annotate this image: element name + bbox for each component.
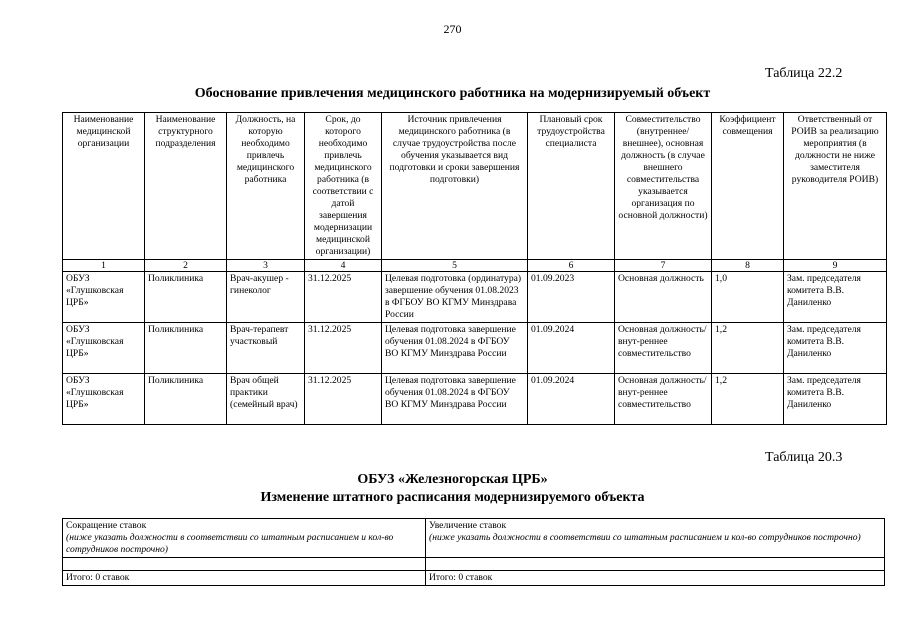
reduction-header-cell <box>63 519 426 558</box>
table-cell: Поликлиника <box>145 374 227 425</box>
table-cell: Зам. председателя комитета В.В. Даниленко <box>784 374 887 425</box>
header-row <box>63 113 887 260</box>
table-cell: Поликлиника <box>145 272 227 323</box>
header-cell: Наименование медицинской организации <box>63 113 145 260</box>
table-cell: 1,0 <box>712 272 784 323</box>
table-cell: 01.09.2023 <box>528 272 615 323</box>
column-number: 8 <box>712 260 784 272</box>
reduction-note: (ниже указать должности в соответствии со штатным расписанием и кол-во сотрудников построчно) <box>66 532 394 555</box>
table-22-2-label: Таблица 22.2 <box>765 66 843 81</box>
table-cell: 31.12.2025 <box>305 374 382 425</box>
column-number: 7 <box>615 260 712 272</box>
table-cell: ОБУЗ «Глушковская ЦРБ» <box>63 272 145 323</box>
table-row <box>63 571 885 586</box>
staff-justification-table <box>62 112 887 425</box>
column-number: 2 <box>145 260 227 272</box>
table-cell: 01.09.2024 <box>528 374 615 425</box>
column-number: 3 <box>227 260 305 272</box>
header-cell: Источник привлечения медицинского работника (в случае трудоустройства после обучения указывается вид подготовки и сроки завершения подготовки) <box>382 113 528 260</box>
table-cell: Основная должность <box>615 272 712 323</box>
increase-total: Итого: 0 ставок <box>426 571 885 586</box>
table-22-2-title: Обоснование привлечения медицинского работника на модернизируемый объект <box>194 86 711 101</box>
table-cell: 01.09.2024 <box>528 323 615 374</box>
table-cell: Врач общей практики (семейный врач) <box>227 374 305 425</box>
table-cell: 1,2 <box>712 374 784 425</box>
table-cell: 1,2 <box>712 323 784 374</box>
column-number: 1 <box>63 260 145 272</box>
table-cell: Основная должность/внут-реннее совместительство <box>615 323 712 374</box>
header-cell: Совместительство (внутреннее/внешнее), основная должность (в случае внешнего совместительства указывается организация по основной должности) <box>615 113 712 260</box>
column-number: 5 <box>382 260 528 272</box>
column-number: 9 <box>784 260 887 272</box>
table-row <box>63 272 887 323</box>
table-row <box>63 558 885 571</box>
table-cell: ОБУЗ «Глушковская ЦРБ» <box>63 323 145 374</box>
table-20-3-title: Изменение штатного расписания модернизируемого объекта <box>260 490 645 505</box>
table-cell: Зам. председателя комитета В.В. Даниленко <box>784 272 887 323</box>
staffing-change-table <box>62 518 885 586</box>
table-cell: ОБУЗ «Глушковская ЦРБ» <box>63 374 145 425</box>
table-cell: 31.12.2025 <box>305 272 382 323</box>
column-number-row <box>63 260 887 272</box>
header-cell: Плановый срок трудоустройства специалиста <box>528 113 615 260</box>
empty-cell <box>426 558 885 571</box>
table-cell: Целевая подготовка завершение обучения 01.08.2024 в ФГБОУ ВО КГМУ Минздрава России <box>382 374 528 425</box>
organization-title: ОБУЗ «Железногорская ЦРБ» <box>357 472 548 487</box>
reduction-header: Сокращение ставок <box>66 520 147 531</box>
header-cell: Срок, до которого необходимо привлечь медицинского работника (в соответствии с датой завершения модернизации медицинской организации) <box>305 113 382 260</box>
column-number: 6 <box>528 260 615 272</box>
table-row <box>63 374 887 425</box>
table-row <box>63 519 885 558</box>
table-cell: Врач-терапевт участковый <box>227 323 305 374</box>
table-cell: Поликлиника <box>145 323 227 374</box>
reduction-total: Итого: 0 ставок <box>63 571 426 586</box>
header-cell: Ответственный от РОИВ за реализацию мероприятия (в должности не ниже заместителя руководителя РОИВ) <box>784 113 887 260</box>
increase-header: Увеличение ставок <box>429 520 507 531</box>
table-cell: Зам. председателя комитета В.В. Даниленко <box>784 323 887 374</box>
page-number: 270 <box>443 22 462 36</box>
header-cell: Коэффициент совмещения <box>712 113 784 260</box>
increase-note: (ниже указать должности в соответствии со штатным расписанием и кол-во сотрудников построчно) <box>429 532 861 543</box>
header-cell: Должность, на которую необходимо привлечь медицинского работника <box>227 113 305 260</box>
header-cell: Наименование структурного подразделения <box>145 113 227 260</box>
increase-header-cell <box>426 519 885 558</box>
table-cell: Врач-акушер - гинеколог <box>227 272 305 323</box>
table-20-3-label: Таблица 20.3 <box>765 450 843 465</box>
table-cell: Основная должность/внут-реннее совместительство <box>615 374 712 425</box>
table-row <box>63 323 887 374</box>
table-cell: Целевая подготовка завершение обучения 01.08.2024 в ФГБОУ ВО КГМУ Минздрава России <box>382 323 528 374</box>
empty-cell <box>63 558 426 571</box>
table-cell: 31.12.2025 <box>305 323 382 374</box>
table-cell: Целевая подготовка (ординатура) завершение обучения 01.08.2023 в ФГБОУ ВО КГМУ Минздрава России <box>382 272 528 323</box>
column-number: 4 <box>305 260 382 272</box>
